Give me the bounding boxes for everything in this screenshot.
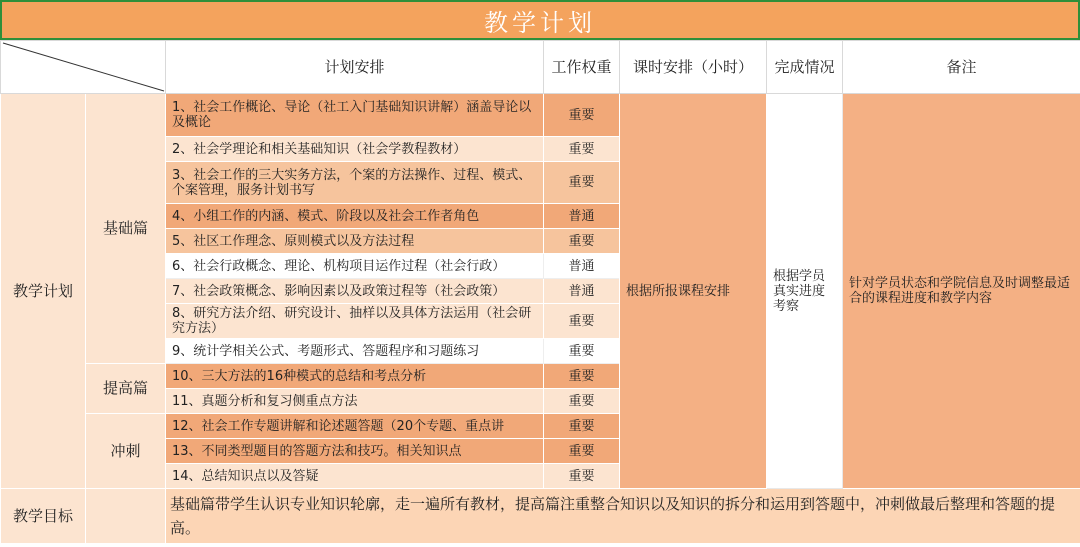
diagonal-header-cell	[1, 41, 166, 94]
plan-item-4: 4、小组工作的内涵、模式、阶段以及社会工作者角色	[166, 204, 544, 229]
plan-item-9: 9、统计学相关公式、考题形式、答题程序和习题练习	[166, 339, 544, 364]
weight-7: 普通	[544, 279, 620, 304]
notes-cell: 针对学员状态和学院信息及时调整最适合的课程进度和教学内容	[843, 94, 1080, 489]
weight-11: 重要	[544, 389, 620, 414]
weight-1: 重要	[544, 94, 620, 137]
header-weight: 工作权重	[544, 41, 620, 94]
section-sprint: 冲刺	[86, 414, 166, 489]
weight-2: 重要	[544, 137, 620, 162]
plan-item-3: 3、社会工作的三大实务方法，个案的方法操作、过程、模式、个案管理，服务计划书写	[166, 162, 544, 204]
weight-3: 重要	[544, 162, 620, 204]
header-notes: 备注	[843, 41, 1080, 94]
weight-14: 重要	[544, 464, 620, 489]
plan-table	[0, 40, 1080, 544]
plan-item-1: 1、社会工作概论、导论（社工入门基础知识讲解）涵盖导论以及概论	[166, 94, 544, 137]
weight-8: 重要	[544, 304, 620, 339]
header-completion: 完成情况	[767, 41, 843, 94]
goal-label: 教学目标	[1, 489, 86, 544]
weight-13: 重要	[544, 439, 620, 464]
row-label-plan: 教学计划	[1, 94, 86, 489]
weight-5: 重要	[544, 229, 620, 254]
goal-spacer-cell	[86, 489, 166, 544]
plan-item-12: 12、社会工作专题讲解和论述题答题（20个专题、重点讲	[166, 414, 544, 439]
header-hours: 课时安排（小时）	[620, 41, 767, 94]
section-advanced: 提高篇	[86, 364, 166, 414]
diagonal-line	[1, 41, 166, 93]
plan-item-14: 14、总结知识点以及答疑	[166, 464, 544, 489]
completion-cell: 根据学员真实进度考察	[767, 94, 843, 489]
sheet-title-bar	[0, 0, 1080, 40]
weight-9: 重要	[544, 339, 620, 364]
header-plan: 计划安排	[166, 41, 544, 94]
hours-cell: 根据所报课程安排	[620, 94, 767, 489]
plan-item-10: 10、三大方法的16种模式的总结和考点分析	[166, 364, 544, 389]
plan-item-7: 7、社会政策概念、影响因素以及政策过程等（社会政策）	[166, 279, 544, 304]
plan-item-13: 13、不同类型题目的答题方法和技巧。相关知识点	[166, 439, 544, 464]
plan-item-6: 6、社会行政概念、理论、机构项目运作过程（社会行政）	[166, 254, 544, 279]
weight-4: 普通	[544, 204, 620, 229]
weight-6: 普通	[544, 254, 620, 279]
plan-item-11: 11、真题分析和复习侧重点方法	[166, 389, 544, 414]
plan-item-8: 8、研究方法介绍、研究设计、抽样以及具体方法运用（社会研究方法）	[166, 304, 544, 339]
goal-text: 基础篇带学生认识专业知识轮廓，走一遍所有教材，提高篇注重整合知识以及知识的拆分和运用到答题中，冲刺做最后整理和答题的提高。	[166, 489, 1080, 544]
sheet-title: 教学计划	[484, 8, 596, 37]
weight-12: 重要	[544, 414, 620, 439]
section-basic: 基础篇	[86, 94, 166, 364]
plan-item-2: 2、社会学理论和相关基础知识（社会学教程教材）	[166, 137, 544, 162]
plan-item-5: 5、社区工作理念、原则模式以及方法过程	[166, 229, 544, 254]
weight-10: 重要	[544, 364, 620, 389]
